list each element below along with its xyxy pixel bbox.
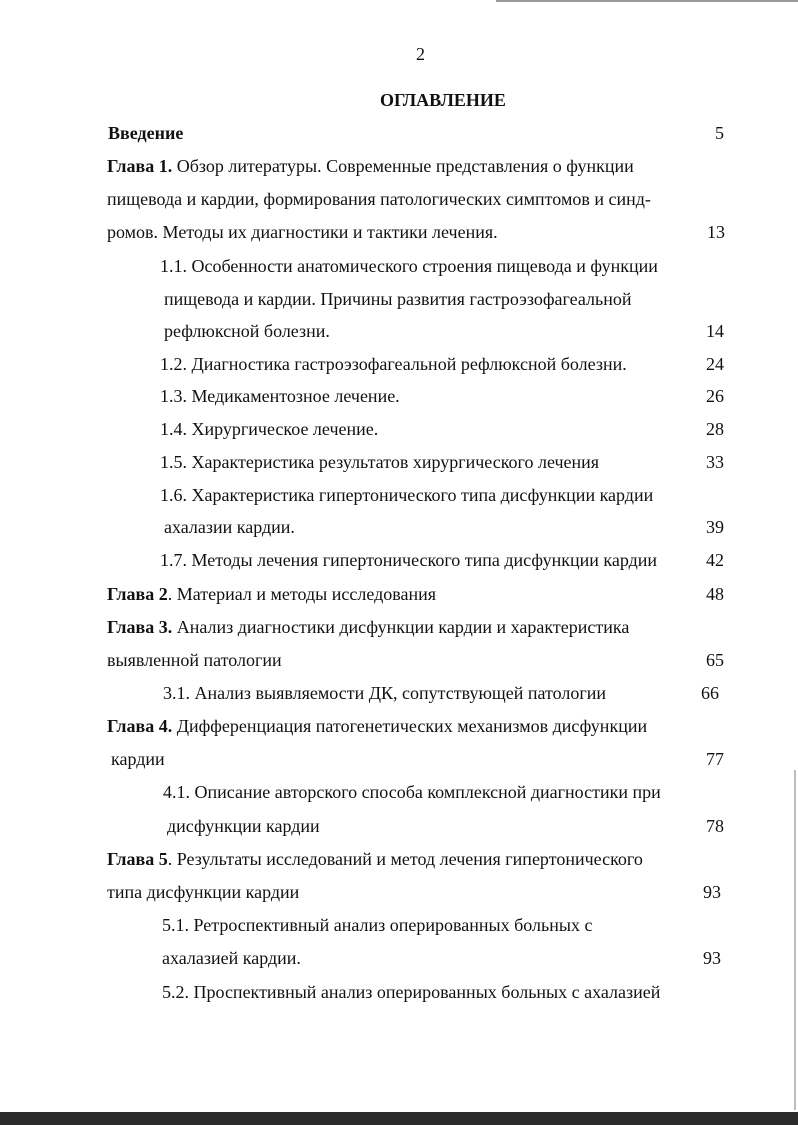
toc-entry-line: пищевода и кардии, формирования патологических симптомов и синд-	[107, 189, 651, 209]
toc-page-number: 48	[706, 584, 724, 604]
chapter-title: Обзор литературы. Современные представления о функции	[172, 156, 634, 176]
toc-entry-line: пищевода и кардии. Причины развития гастроэзофагеальной	[164, 289, 632, 309]
toc-page-number: 66	[701, 683, 719, 703]
chapter-label: Глава 5	[107, 849, 168, 869]
toc-entry-line	[107, 717, 647, 735]
toc-entry-line: 1.3. Медикаментозное лечение.	[160, 386, 400, 406]
toc-entry-line: 1.6. Характеристика гипертонического типа дисфункции кардии	[160, 485, 654, 505]
page-title: ОГЛАВЛЕНИЕ	[380, 90, 506, 110]
toc-page-number: 28	[706, 419, 724, 439]
toc-entry-line: 3.1. Анализ выявляемости ДК, сопутствующей патологии	[163, 683, 607, 703]
toc-entry-line: 5.2. Проспективный анализ оперированных больных с ахалазией	[162, 982, 661, 1002]
toc-entry-line: ахалазии кардии.	[164, 517, 295, 537]
toc-page-number: 93	[703, 948, 721, 968]
chapter-title: . Результаты исследований и метод лечения гипертонического	[167, 849, 643, 869]
toc-entry-line: 1.2. Диагностика гастроэзофагеальной рефлюксной болезни.	[160, 354, 627, 374]
toc-entry-line	[107, 618, 629, 636]
chapter-title: Дифференциация патогенетических механизмов дисфункции	[172, 716, 648, 736]
toc-page-number: 24	[706, 354, 724, 374]
toc-page-number: 33	[706, 452, 724, 472]
toc-page-number: 5	[715, 123, 724, 143]
toc-entry-line: типа дисфункции кардии	[107, 882, 300, 902]
chapter-label: Глава 2	[107, 584, 168, 604]
toc-entry-line: кардии	[111, 749, 165, 769]
chapter-title: . Материал и методы исследования	[167, 584, 437, 604]
toc-page-number: 39	[706, 517, 724, 537]
toc-entry-label: Введение	[108, 123, 184, 143]
scan-edge-top	[496, 0, 798, 2]
toc-page-number: 65	[706, 650, 724, 670]
toc-entry-line: рефлюксной болезни.	[164, 321, 330, 341]
toc-page-number: 78	[706, 816, 724, 836]
toc-entry-line: дисфункции кардии	[167, 816, 320, 836]
toc-entry-line: 4.1. Описание авторского способа комплексной диагностики при	[163, 782, 661, 802]
page-number: 2	[416, 44, 425, 64]
chapter-label: Глава 3.	[107, 617, 173, 637]
scan-edge-right	[794, 770, 796, 1110]
toc-entry-line: 1.4. Хирургическое лечение.	[160, 419, 379, 439]
toc-page-number: 13	[707, 222, 725, 242]
toc-page-number: 26	[706, 386, 724, 406]
toc-entry-line	[107, 157, 634, 175]
toc-entry-line: ромов. Методы их диагностики и тактики лечения.	[107, 222, 498, 242]
toc-page-number: 93	[703, 882, 721, 902]
chapter-label: Глава 1.	[107, 156, 173, 176]
toc-entry-line	[107, 585, 436, 603]
chapter-label: Глава 4.	[107, 716, 173, 736]
chapter-title: Анализ диагностики дисфункции кардии и характеристика	[172, 617, 630, 637]
toc-entry-line: 5.1. Ретроспективный анализ оперированных больных с	[162, 915, 593, 935]
toc-entry-line	[107, 850, 643, 868]
toc-entry-line: выявленной патологии	[107, 650, 282, 670]
toc-entry-line: ахалазией кардии.	[162, 948, 301, 968]
toc-entry-line: 1.1. Особенности анатомического строения пищевода и функции	[160, 256, 658, 276]
toc-page-number: 77	[706, 749, 724, 769]
scan-edge-bottom	[0, 1112, 798, 1125]
toc-page-number: 14	[706, 321, 724, 341]
toc-entry-line: 1.5. Характеристика результатов хирургического лечения	[160, 452, 600, 472]
toc-entry-line: 1.7. Методы лечения гипертонического типа дисфункции кардии	[160, 550, 658, 570]
toc-page-number: 42	[706, 550, 724, 570]
